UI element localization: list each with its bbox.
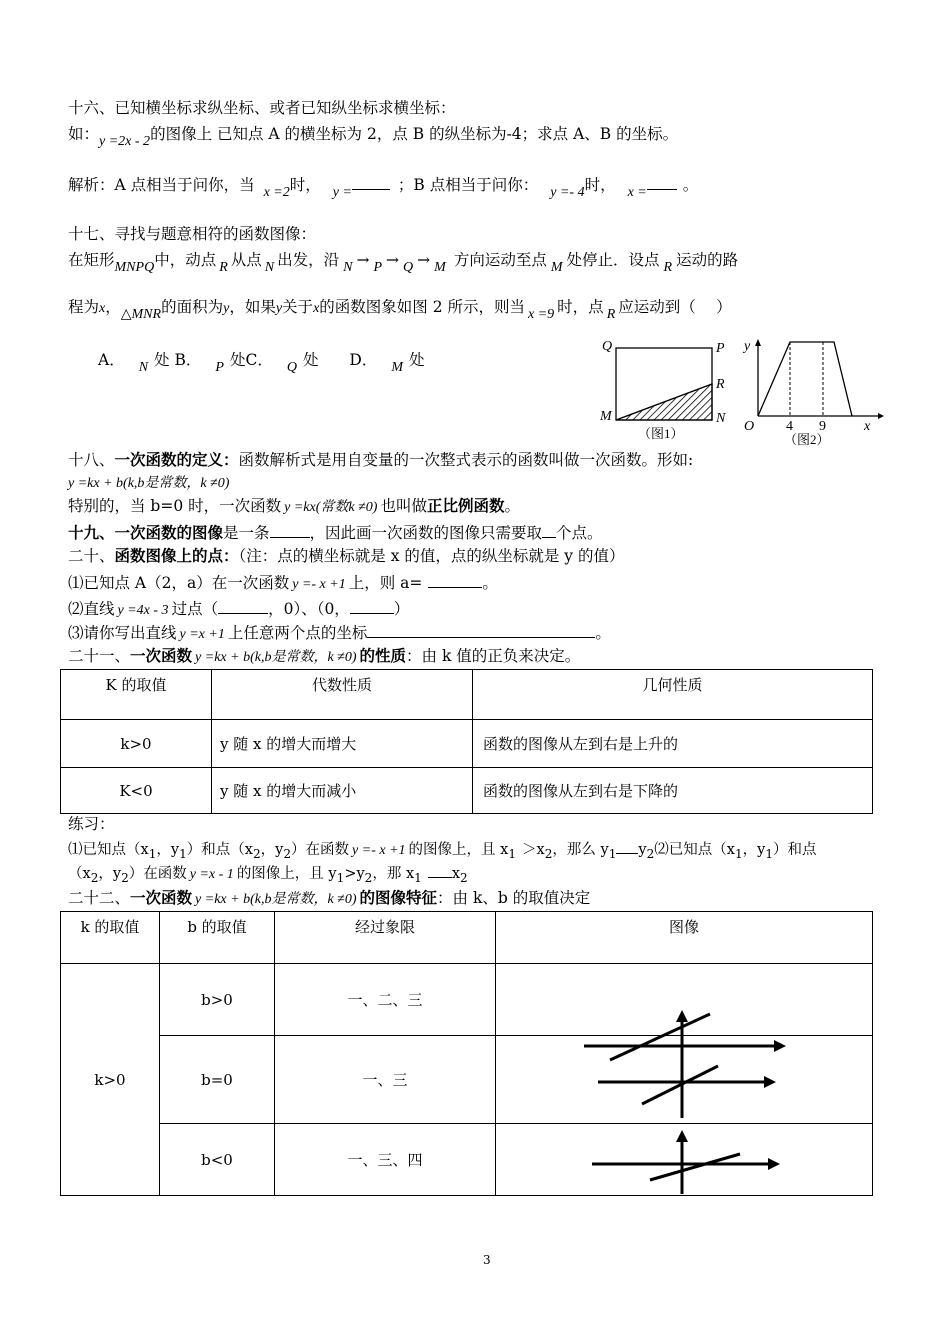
- figure-1: [596, 336, 736, 448]
- s21-row2-k: K<0: [61, 768, 212, 814]
- p2-sub5: 1: [414, 870, 422, 885]
- s17-l2h: 应运动到（ ）: [618, 298, 732, 316]
- p2-sub2: 2: [121, 870, 129, 885]
- s16-analysis: [68, 174, 699, 200]
- s16-blank-x[interactable]: [647, 174, 677, 190]
- s22-th-quadrant: 经过象限: [275, 912, 496, 964]
- choice-c-suffix: 处: [302, 351, 319, 369]
- choice-a-value: N: [138, 360, 149, 375]
- p2-b: ，y: [98, 866, 122, 882]
- s20-q2-blank-2[interactable]: [350, 598, 394, 614]
- p1-j: y: [638, 842, 647, 858]
- fig2-caption: （图2）: [784, 432, 830, 447]
- s16-ex-lead: 如：: [68, 125, 100, 143]
- s21-tail: ：由 k 值的正负来决定。: [406, 647, 581, 665]
- line-b-positive: [610, 1014, 710, 1060]
- s22-row1-quadrant: 一、二、三: [275, 964, 496, 1036]
- s17-l1g: 运动的路: [676, 251, 739, 269]
- s17-l2d: ，如果: [229, 298, 276, 316]
- s18-title: 一次函数的定义：: [114, 450, 239, 469]
- s19-title: 十九、一次函数的图像: [68, 523, 224, 542]
- s20-q2c: ，0）、（0，: [268, 600, 350, 618]
- s22-title: 一次函数: [130, 888, 193, 907]
- p1-i: ，那么 y: [552, 842, 609, 858]
- s20-num: 二十、: [68, 547, 115, 565]
- s20-q3-end: 。: [595, 624, 611, 642]
- practice-title: 练习：: [68, 815, 115, 833]
- s21-th-algebra: 代数性质: [212, 670, 473, 720]
- s17-line1: [68, 250, 739, 275]
- s22-row2-b: b=0: [160, 1036, 275, 1124]
- s16-an-t3: 时，: [584, 176, 616, 194]
- s16-an-x2: x =: [627, 185, 647, 200]
- s17-rect: MNPQ: [114, 260, 155, 275]
- s20-note: （注：点的横坐标就是 x 的值，点的纵坐标就是 y 的值）: [238, 547, 625, 565]
- s17-R: R: [219, 260, 228, 275]
- choice-a-label: A．: [98, 351, 125, 369]
- s19-t2: ，因此画一次函数的图像只需要取: [309, 524, 543, 542]
- s17-arrow3: →: [417, 251, 431, 269]
- s22-th-graph: 图像: [496, 912, 873, 964]
- s17-line2: [68, 297, 732, 322]
- s17-l2y: y: [223, 301, 230, 316]
- p1-c: ）和点（x: [186, 842, 253, 858]
- s18-special: [68, 496, 520, 518]
- s20-q3b: 上任意两个点的坐标: [227, 624, 368, 642]
- s16-an-lead: 解析：A 点相当于问你，当: [68, 176, 255, 194]
- s19-t3: 个点。: [556, 524, 603, 542]
- s21-formula: y =kx + b(k,b是常数，k ≠0): [195, 650, 357, 665]
- s22-row1-b: b>0: [160, 964, 275, 1036]
- p1-sub8: 2: [646, 846, 655, 861]
- s22-formula: y =kx + b(k,b是常数，k ≠0): [195, 892, 357, 907]
- s17-x9: x =9: [528, 307, 555, 322]
- p1-sub5: 1: [508, 846, 516, 861]
- s20-q2-blank-1[interactable]: [218, 598, 268, 614]
- fig2-y-arrow: [755, 339, 761, 346]
- s22-row2-quadrant: 一、三: [275, 1036, 496, 1124]
- axis-x-upper-arrow: [774, 1040, 786, 1052]
- s22-heading: [68, 888, 590, 910]
- fig2-label-o: O: [744, 419, 755, 434]
- p1-g: 的图像上，且 x: [408, 842, 509, 858]
- s16-an-end: 。: [682, 176, 699, 194]
- s18-sp-b: 也叫做: [380, 497, 427, 515]
- s20-q3: [68, 622, 611, 645]
- p2-sub6: 2: [460, 870, 468, 885]
- s17-heading: 十七、寻找与题意相符的函数图像：: [68, 225, 317, 243]
- p1-sub3: 2: [252, 846, 261, 861]
- page-number: 3: [483, 1253, 491, 1267]
- s16-an-t1: 时，: [289, 176, 321, 194]
- s20-q2-end: ）: [393, 600, 410, 618]
- p1-sub4: 2: [283, 846, 292, 861]
- s20-q1b: 上，则 a=: [348, 574, 423, 592]
- s19-blank-2[interactable]: [542, 522, 556, 538]
- s21-th-k: K 的取值: [61, 670, 212, 720]
- s17-l2x2: x: [313, 301, 320, 316]
- s21-row2-algebra: y 随 x 的增大而减小: [212, 768, 473, 814]
- p2-formula: y =x - 1: [189, 867, 234, 882]
- s17-R2: R: [663, 260, 673, 275]
- p1-sub7: 1: [608, 846, 617, 861]
- s16-example: [68, 124, 679, 149]
- s20-q1-end: 。: [482, 574, 498, 592]
- s17-triangle: △MNR: [120, 307, 162, 322]
- axis-x-arrow: [768, 1158, 780, 1170]
- s17-M: M: [550, 260, 563, 275]
- axis-y-arrow: [676, 1130, 688, 1142]
- s17-l1d: 出发，沿: [277, 251, 340, 269]
- p2-a: （x: [68, 866, 91, 882]
- p2-sub4: 2: [364, 870, 373, 885]
- s20-q2-formula: y =4x - 3: [117, 603, 169, 618]
- s16-ex-text: 的图像上 已知点 A 的横坐标为 2，点 B 的纵坐标为-4；求点 A、B 的坐标。: [150, 125, 679, 143]
- p2-c: ）在函数: [128, 866, 187, 882]
- s18-proportional: 正比例函数: [426, 496, 505, 515]
- s22-k-value: k>0: [61, 964, 160, 1196]
- s20-q3a: ⑶请你写出直线: [68, 624, 177, 642]
- s20-q1-formula: y =- x +1: [292, 577, 346, 592]
- choice-d-label: D．: [349, 351, 378, 369]
- s17-path-M: M: [434, 260, 446, 275]
- fig1-caption: （图1）: [638, 426, 684, 441]
- s18-line: [68, 450, 693, 470]
- choice-b-suffix: 处: [229, 351, 246, 369]
- s20-q1: [68, 572, 498, 595]
- p1-b: ，y: [156, 842, 180, 858]
- fig1-label-n: N: [716, 411, 726, 426]
- s18-text: 函数解析式是用自变量的一次整式表示的函数叫做一次函数。形如:: [238, 451, 694, 469]
- s17-l2c: 的面积为: [161, 298, 224, 316]
- s18-formula: [68, 472, 229, 494]
- p2-sub3: 1: [336, 870, 345, 885]
- s22-row3-quadrant: 一、三、四: [275, 1124, 496, 1196]
- s20-q1a: ⑴已知点 A（2，a）在一次函数: [68, 574, 290, 592]
- shaded-triangle: [616, 384, 712, 420]
- line-b-negative: [650, 1154, 740, 1180]
- s21-row2-geometry: 函数的图像从左到右是下降的: [473, 768, 873, 814]
- s17-arrow2: →: [386, 251, 400, 269]
- s16-an-y: y =: [332, 185, 352, 200]
- s17-l1f: 处停止．设点: [566, 251, 660, 269]
- axis-y-arrow: [676, 1010, 688, 1022]
- p1-sub9: 1: [734, 846, 743, 861]
- p2-d: 的图像上，且 y: [236, 866, 337, 882]
- fig1-label-q: Q: [602, 339, 613, 354]
- s16-an-t2: ；B 点相当于问你：: [397, 176, 539, 194]
- s22-th-k: k 的取值: [61, 912, 160, 964]
- s17-l1a: 在矩形: [68, 251, 115, 269]
- s20-q2: [68, 598, 409, 621]
- fig2-label-x: x: [864, 419, 871, 434]
- s22-row3-b: b<0: [160, 1124, 275, 1196]
- p1-l: ，y: [742, 842, 766, 858]
- s21-row1-algebra: y 随 x 的增大而增大: [212, 720, 473, 768]
- s17-N: N: [264, 260, 275, 275]
- s17-path-P: P: [373, 260, 383, 275]
- fig2-label-y: y: [744, 339, 751, 354]
- choice-a-suffix: 处: [154, 351, 170, 369]
- p1-sub2: 1: [179, 846, 187, 861]
- s17-l2e: 关于: [282, 298, 314, 316]
- p1-k: ⑵已知点（x: [654, 842, 735, 858]
- choice-c-value: Q: [286, 360, 297, 375]
- choice-b-label: B．: [174, 351, 202, 369]
- p1-e: ）在函数: [291, 842, 350, 858]
- s18-sp-end: 。: [504, 497, 520, 515]
- s20-title: 函数图像上的点：: [114, 546, 239, 565]
- s17-choices: [98, 350, 425, 375]
- s22-graph-b-negative: [580, 1128, 790, 1198]
- s18-formula-text: y =kx + b(k,b是常数，k ≠0): [68, 476, 230, 491]
- s19-blank-1[interactable]: [270, 522, 310, 538]
- s19-line: [68, 522, 603, 543]
- s22-title2: 的图像特征: [359, 888, 438, 907]
- s17-l2y2: y: [275, 301, 283, 316]
- p1-h: ＞x: [522, 842, 545, 858]
- p1-m: ）和点: [773, 842, 817, 858]
- s22-num: 二十二、: [68, 889, 131, 907]
- s22-th-b: b 的取值: [160, 912, 275, 964]
- s22-graph-b0: [570, 1008, 800, 1124]
- s21-title2: 的性质: [359, 646, 407, 665]
- s17-l2f: 的函数图象如图 2 所示，则当: [319, 298, 525, 316]
- fig1-label-r: R: [716, 377, 725, 392]
- s21-th-geometry: 几何性质: [473, 670, 873, 720]
- s18-sp-formula: y =kx(常数k ≠0): [284, 500, 378, 515]
- fig1-label-p: P: [716, 341, 725, 356]
- s16-an-x: x =2: [263, 185, 290, 200]
- choice-c-label: C．: [245, 351, 273, 369]
- axis-x-lower-arrow: [764, 1076, 776, 1088]
- s21-row1-k: k>0: [61, 720, 212, 768]
- s16-an-y2: y =- 4: [550, 185, 585, 200]
- s17-l1e: 方向运动至点: [453, 251, 547, 269]
- s17-l2g: 时，点: [557, 298, 604, 316]
- s17-l2a: 程为: [68, 298, 100, 316]
- p1-a: ⑴已知点（x: [68, 842, 149, 858]
- s20-q2b: 过点（: [171, 600, 219, 618]
- p2-sub1: 2: [90, 870, 99, 885]
- fig2-graph: [758, 342, 852, 416]
- p1-d: ，y: [260, 842, 284, 858]
- s20-q3-blank[interactable]: [367, 622, 595, 638]
- s18-num: 十八、: [68, 451, 115, 469]
- s18-sp-a: 特别的，当 b=0 时，一次函数: [68, 497, 282, 515]
- s19-t1: 是一条: [223, 524, 270, 542]
- s17-path-N: N: [343, 260, 353, 275]
- p1-blank[interactable]: [616, 838, 638, 854]
- p1-sub6: 2: [544, 846, 553, 861]
- p1-sub10: 1: [765, 846, 774, 861]
- p2-e: >y: [344, 866, 365, 882]
- figure-2: [738, 334, 888, 450]
- s17-l1b: 中，动点: [154, 251, 217, 269]
- s17-l1c: 从点: [230, 251, 262, 269]
- s17-l2R: R: [606, 307, 616, 322]
- s16-heading: 十六、已知横坐标求纵坐标、或者已知纵坐标求横坐标：: [68, 99, 456, 117]
- p2-g: ，那 x: [372, 866, 415, 882]
- s21-num: 二十一、: [68, 647, 131, 665]
- line-b-zero: [642, 1066, 718, 1104]
- s17-arrow1: →: [356, 251, 370, 269]
- s21-row1-geometry: 函数的图像从左到右是上升的: [473, 720, 873, 768]
- s16-ex-eq: y =2x - 2: [99, 134, 151, 149]
- p1-sub1: 1: [148, 846, 157, 861]
- s20-heading: [68, 546, 625, 566]
- s16-blank-y[interactable]: [352, 174, 390, 190]
- p2-blank[interactable]: [428, 862, 452, 878]
- s17-l2x: x: [99, 301, 106, 316]
- choice-d-suffix: 处: [409, 351, 425, 369]
- fig2-x-arrow: [878, 413, 884, 419]
- practice-line1: [68, 838, 817, 864]
- choice-d-value: M: [391, 360, 404, 375]
- s21-table: [60, 669, 873, 814]
- s20-q3-formula: y =x +1: [179, 627, 225, 642]
- practice-line2: [68, 862, 468, 888]
- fig1-label-m: M: [600, 409, 612, 424]
- s17-path-Q: Q: [403, 260, 414, 275]
- p1-formula: y =- x +1: [352, 843, 406, 858]
- s22-tail: ：由 k、b 的取值决定: [437, 889, 591, 907]
- choice-b-value: P: [215, 360, 224, 375]
- s21-heading: [68, 646, 580, 668]
- fig2-tick-4: 4: [786, 419, 793, 434]
- s17-l2b: ，: [105, 298, 121, 316]
- s20-q1-blank[interactable]: [428, 572, 482, 588]
- p2-h: x: [451, 866, 461, 882]
- fig2-tick-9: 9: [819, 419, 826, 434]
- s21-title: 一次函数: [130, 646, 193, 665]
- s20-q2a: ⑵直线: [68, 600, 115, 618]
